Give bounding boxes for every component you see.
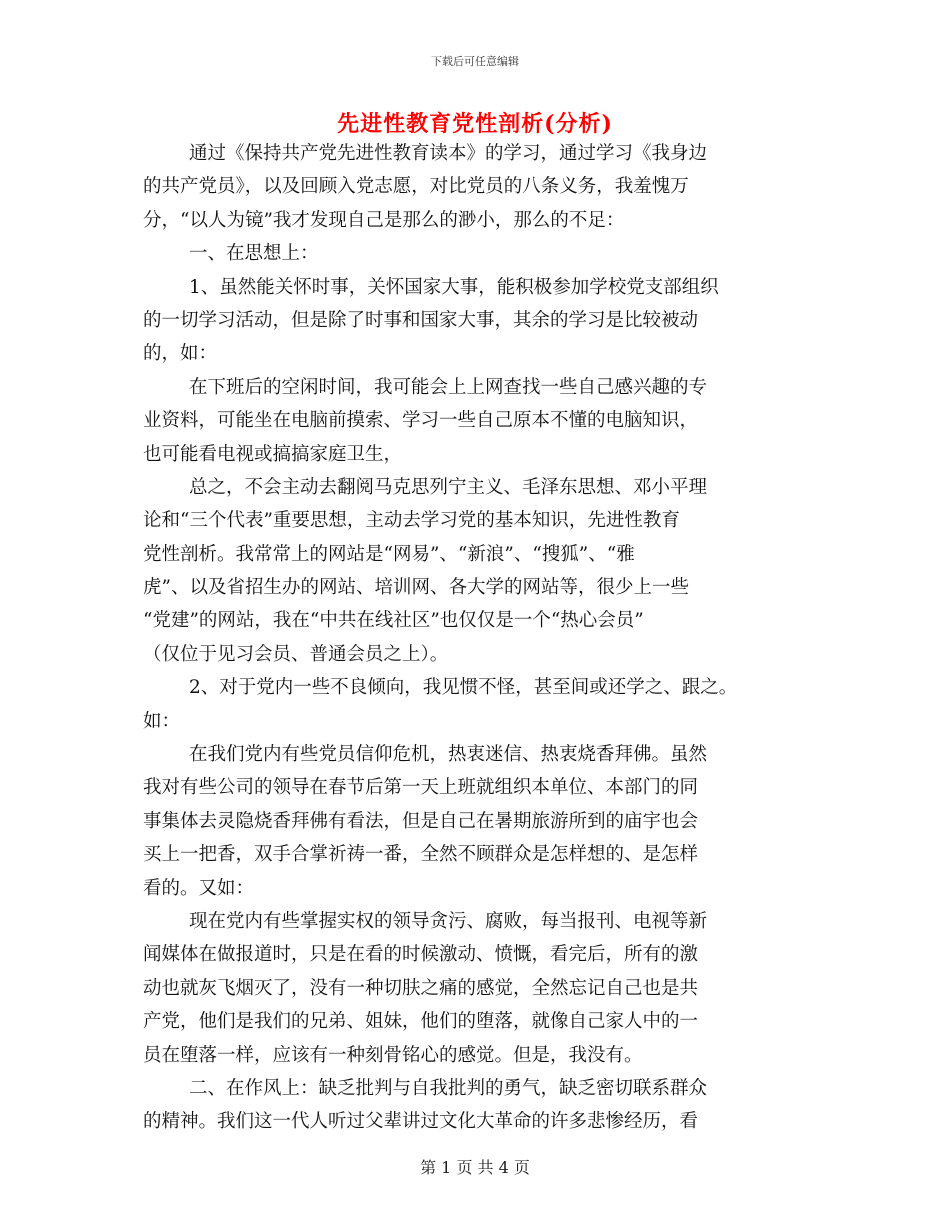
body-line: 虎”、以及省招生办的网站、培训网、各大学的网站等，很少上一些 [143,577,689,599]
body-line: 员在堕落一样，应该有一种刻骨铭心的感觉。但是，我没有。 [143,1044,643,1066]
body-line: 2、对于党内一些不良倾向，我见惯不怪，甚至间或还学之、跟之。 [189,677,738,699]
body-line: 产党，他们是我们的兄弟、姐妹，他们的堕落，就像自己家人中的一 [143,1011,699,1033]
body-line: 一、在思想上： [189,243,319,265]
body-line: 的，如： [143,343,218,365]
body-line: 也可能看电视或搞搞家庭卫生， [143,443,403,465]
body-line: 总之，不会主动去翻阅马克思列宁主义、毛泽东思想、邓小平理 [189,476,708,498]
body-line: 如： [143,710,181,732]
body-line: 通过《保持共产党先进性教育读本》的学习，通过学习《我身边 [189,143,708,164]
body-line: 的精神。我们这一代人听过父辈讲过文化大革命的许多悲惨经历，看 [143,1111,699,1133]
body-line: 二、在作风上：缺乏批判与自我批判的勇气，缺乏密切联系群众 [189,1077,708,1099]
body-line: 在我们党内有些党员信仰危机，热衷迷信、热衷烧香拜佛。虽然 [189,744,708,766]
body-line: （仅位于见习会员、普通会员之上）。 [143,643,449,665]
body-line: 买上一把香，双手合掌祈祷一番，全然不顾群众是怎样想的、是怎样 [143,844,699,866]
document-title: 先进性教育党性剖析(分析) [337,111,613,137]
body-line: 动也就灰飞烟灭了，没有一种切肤之痛的感觉，全然忘记自己也是共 [143,977,699,999]
page-footer: 第 1 页 共 4 页 [420,1158,530,1177]
body-line: 分，“以人为镜”我才发现自己是那么的渺小，那么的不足： [143,209,625,231]
body-line: 事集体去灵隐烧香拜佛有看法，但是自己在暑期旅游所到的庙宇也会 [143,810,699,832]
document-body [143,137,823,1139]
body-line: 我对有些公司的领导在春节后第一天上班就组织本单位、本部门的同 [143,777,699,799]
body-line: 1、虽然能关怀时事，关怀国家大事，能积极参加学校党支部组织 [189,276,719,298]
body-line: 闻媒体在做报道时，只是在看的时候激动、愤慨，看完后，所有的激 [143,944,699,966]
body-line: 在下班后的空闲时间，我可能会上上网查找一些自己感兴趣的专 [189,376,708,398]
page-header: 下载后可任意编辑 [431,55,519,68]
body-line: 的一切学习活动，但是除了时事和国家大事，其余的学习是比较被动 [143,309,699,331]
body-line: 的共产党员》，以及回顾入党志愿，对比党员的八条义务，我羞愧万 [143,176,689,198]
body-line: 现在党内有些掌握实权的领导贪污、腐败，每当报刊、电视等新 [189,910,708,932]
body-line: 业资料，可能坐在电脑前摸索、学习一些自己原本不懂的电脑知识， [143,410,699,432]
body-line: 论和“三个代表”重要思想，主动去学习党的基本知识，先进性教育 [143,510,680,532]
body-line: 党性剖析。我常常上的网站是“网易”、“新浪”、“搜狐”、“雅 [143,543,635,565]
body-line: “党建”的网站，我在“中共在线社区”也仅仅是一个“热心会员” [143,610,644,632]
body-line: 看的。又如： [143,877,255,899]
